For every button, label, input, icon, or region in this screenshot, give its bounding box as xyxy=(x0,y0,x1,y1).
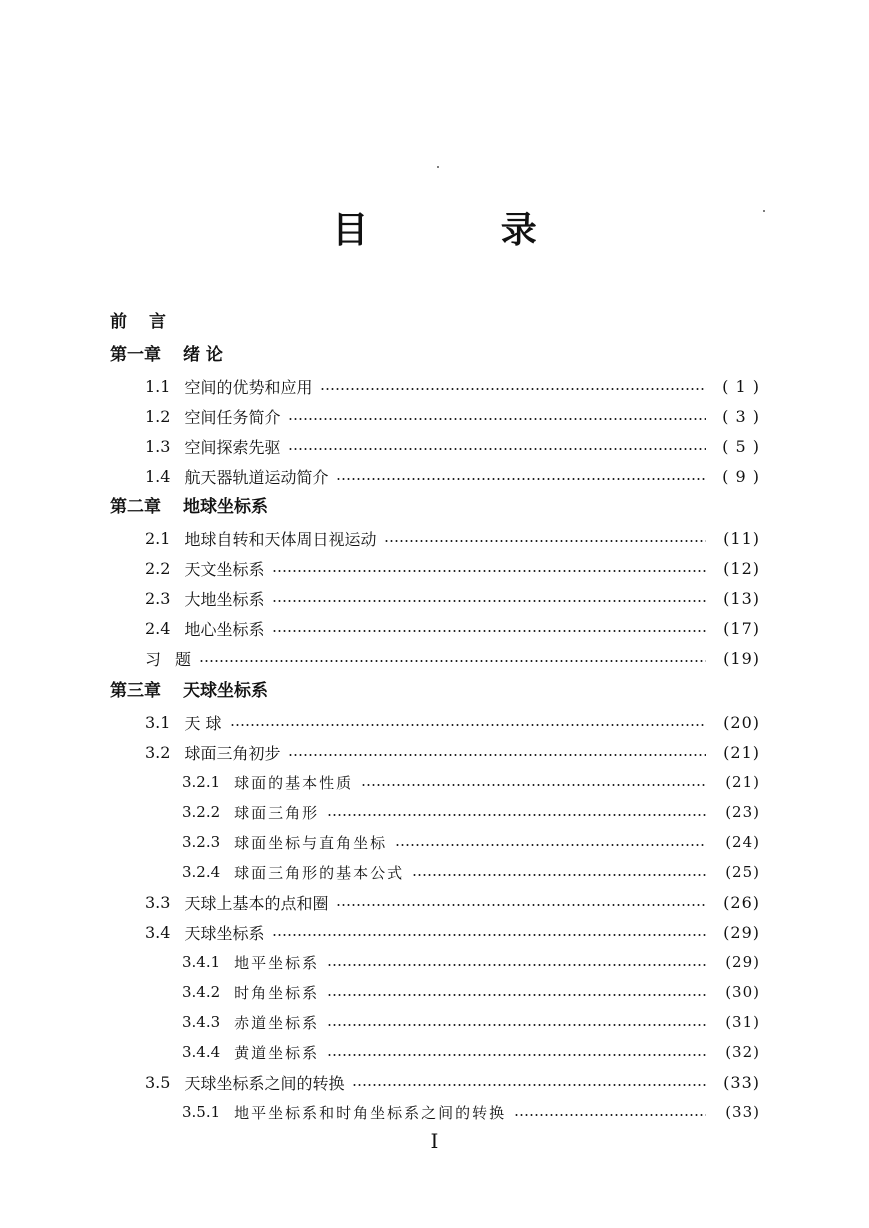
dot-leader xyxy=(288,754,706,756)
toc-page-number: ( 1 ) xyxy=(722,376,760,396)
toc-entry-number: 3.5 xyxy=(145,1072,171,1092)
toc-entry-number: 3.4 xyxy=(145,922,171,942)
toc-chapter-row[interactable] xyxy=(110,305,760,333)
toc-entry-label: 航天器轨道运动简介 xyxy=(184,467,329,487)
toc-chapter-row[interactable] xyxy=(110,674,760,702)
dot-leader xyxy=(230,724,706,726)
toc-page-number: (30) xyxy=(725,983,760,1001)
page-number: I xyxy=(430,1129,439,1153)
toc-entry-label: 黄道坐标系 xyxy=(234,1043,320,1062)
toc-entry-label: 天文坐标系 xyxy=(184,559,265,579)
dot-leader xyxy=(272,570,706,572)
toc-page-number: (17) xyxy=(723,618,760,638)
toc-entry-number: 3.2.2 xyxy=(182,803,221,821)
toc-page-number: (21) xyxy=(725,773,760,791)
toc-entry-label: 天球坐标系 xyxy=(184,923,265,943)
toc-entry-number: 3.4.1 xyxy=(182,953,221,971)
toc-entry-number: 2.3 xyxy=(145,588,171,608)
toc-section-row[interactable] xyxy=(145,432,760,460)
dot-leader xyxy=(514,1114,706,1116)
dot-leader xyxy=(288,418,706,420)
toc-page-number: (31) xyxy=(725,1013,760,1031)
toc-page-number: (26) xyxy=(723,892,760,912)
dot-leader xyxy=(327,814,706,816)
toc-subsection-row[interactable] xyxy=(182,948,760,976)
toc-section-row[interactable] xyxy=(145,554,760,582)
dot-leader xyxy=(288,448,706,450)
toc-entry-label: 空间的优势和应用 xyxy=(184,377,313,397)
toc-entry-label: 地心坐标系 xyxy=(184,619,265,639)
dot-leader xyxy=(412,874,706,876)
toc-page-number: (33) xyxy=(723,1072,760,1092)
toc-entry-number: 1.1 xyxy=(145,376,171,396)
toc-entry-label: 地平坐标系和时角坐标系之间的转换 xyxy=(234,1103,507,1122)
toc-page-number: (23) xyxy=(725,803,760,821)
toc-subsection-row[interactable] xyxy=(182,978,760,1006)
scan-speck xyxy=(437,166,439,168)
toc-entry-number: 3.4.3 xyxy=(182,1013,221,1031)
dot-leader xyxy=(327,1054,706,1056)
toc-entry-label: 球面三角形 xyxy=(234,803,320,822)
toc-entry-number: 3.4.2 xyxy=(182,983,221,1001)
toc-entry-number: 1.3 xyxy=(145,436,171,456)
toc-entry-number: 2.4 xyxy=(145,618,171,638)
toc-entry-label: 天球坐标系之间的转换 xyxy=(184,1073,345,1093)
toc-page-number: (32) xyxy=(725,1043,760,1061)
toc-section-row[interactable] xyxy=(145,372,760,400)
toc-entry-label: 言 xyxy=(149,311,166,332)
toc-entry-label: 球面的基本性质 xyxy=(234,773,354,792)
toc-page-number: (29) xyxy=(723,922,760,942)
dot-leader xyxy=(395,844,706,846)
toc-entry-number: 3.2.3 xyxy=(182,833,221,851)
toc-entry-label: 绪 论 xyxy=(183,344,223,365)
toc-section-row[interactable] xyxy=(145,708,760,736)
toc-entry-label: 球面坐标与直角坐标 xyxy=(234,833,388,852)
toc-entry-label: 地球自转和天体周日视运动 xyxy=(184,529,377,549)
toc-chapter-row[interactable] xyxy=(110,490,760,518)
toc-page-number: (13) xyxy=(723,588,760,608)
toc-section-row[interactable] xyxy=(145,738,760,766)
dot-leader xyxy=(272,630,706,632)
toc-entry-number: 3.2.4 xyxy=(182,863,221,881)
dot-leader xyxy=(199,660,706,662)
toc-section-row[interactable] xyxy=(145,644,760,672)
toc-entry-number: 2.1 xyxy=(145,528,171,548)
toc-page-number: (21) xyxy=(723,742,760,762)
toc-entry-number: 3.4.4 xyxy=(182,1043,221,1061)
toc-entry-label: 空间探索先驱 xyxy=(184,437,281,457)
toc-section-row[interactable] xyxy=(145,888,760,916)
toc-section-row[interactable] xyxy=(145,462,760,490)
toc-entry-label: 球面三角初步 xyxy=(184,743,281,763)
toc-entry-label: 天球坐标系 xyxy=(183,680,268,701)
toc-entry-number: 第二章 xyxy=(110,496,161,517)
dot-leader xyxy=(352,1084,706,1086)
dot-leader xyxy=(327,1024,706,1026)
toc-subsection-row[interactable] xyxy=(182,858,760,886)
toc-entry-number: 2.2 xyxy=(145,558,171,578)
toc-entry-number: 习 xyxy=(145,649,162,669)
dot-leader xyxy=(272,600,706,602)
toc-page-number: (33) xyxy=(725,1103,760,1121)
dot-leader xyxy=(272,934,706,936)
toc-entry-label: 时角坐标系 xyxy=(234,983,320,1002)
toc-entry-number: 3.5.1 xyxy=(182,1103,221,1121)
toc-entry-number: 3.3 xyxy=(145,892,171,912)
toc-subsection-row[interactable] xyxy=(182,768,760,796)
toc-page-number: (12) xyxy=(723,558,760,578)
toc-section-row[interactable] xyxy=(145,918,760,946)
dot-leader xyxy=(327,964,706,966)
toc-section-row[interactable] xyxy=(145,584,760,612)
toc-section-row[interactable] xyxy=(145,524,760,552)
dot-leader xyxy=(320,388,706,390)
toc-page-number: (20) xyxy=(723,712,760,732)
toc-entry-number: 第三章 xyxy=(110,680,161,701)
toc-subsection-row[interactable] xyxy=(182,1038,760,1066)
toc-entry-label: 地球坐标系 xyxy=(183,496,268,517)
toc-subsection-row[interactable] xyxy=(182,1098,760,1126)
toc-entry-label: 天 球 xyxy=(184,713,222,733)
dot-leader xyxy=(327,994,706,996)
toc-entry-number: 3.2 xyxy=(145,742,171,762)
toc-subsection-row[interactable] xyxy=(182,828,760,856)
toc-entry-number: 1.4 xyxy=(145,466,171,486)
toc-page-number: ( 5 ) xyxy=(722,436,760,456)
toc-page-number: (24) xyxy=(725,833,760,851)
toc-entry-label: 球面三角形的基本公式 xyxy=(234,863,405,882)
toc-entry-number: 3.1 xyxy=(145,712,171,732)
toc-page-number: (25) xyxy=(725,863,760,881)
toc-page-number: (29) xyxy=(725,953,760,971)
dot-leader xyxy=(384,540,706,542)
toc-page-number: ( 3 ) xyxy=(722,406,760,426)
toc-entry-number: 第一章 xyxy=(110,344,161,365)
toc-entry-label: 天球上基本的点和圈 xyxy=(184,893,329,913)
toc-chapter-row[interactable] xyxy=(110,338,760,366)
toc-entry-label: 地平坐标系 xyxy=(234,953,320,972)
toc-page-number: (19) xyxy=(723,648,760,668)
page-title: 目 录 xyxy=(332,209,597,251)
toc-entry-label: 大地坐标系 xyxy=(184,589,265,609)
toc-entry-number: 3.2.1 xyxy=(182,773,221,791)
toc-entry-label: 题 xyxy=(175,649,192,669)
toc-page-number: (11) xyxy=(723,528,760,548)
toc-section-row[interactable] xyxy=(145,402,760,430)
toc-section-row[interactable] xyxy=(145,1068,760,1096)
toc-entry-number: 前 xyxy=(110,311,127,332)
toc-entry-label: 赤道坐标系 xyxy=(234,1013,320,1032)
toc-page-number: ( 9 ) xyxy=(722,466,760,486)
toc-entry-label: 空间任务简介 xyxy=(184,407,281,427)
scan-speck xyxy=(763,210,765,212)
toc-subsection-row[interactable] xyxy=(182,798,760,826)
dot-leader xyxy=(361,784,706,786)
toc-entry-number: 1.2 xyxy=(145,406,171,426)
toc-subsection-row[interactable] xyxy=(182,1008,760,1036)
toc-section-row[interactable] xyxy=(145,614,760,642)
dot-leader xyxy=(336,904,706,906)
dot-leader xyxy=(336,478,706,480)
